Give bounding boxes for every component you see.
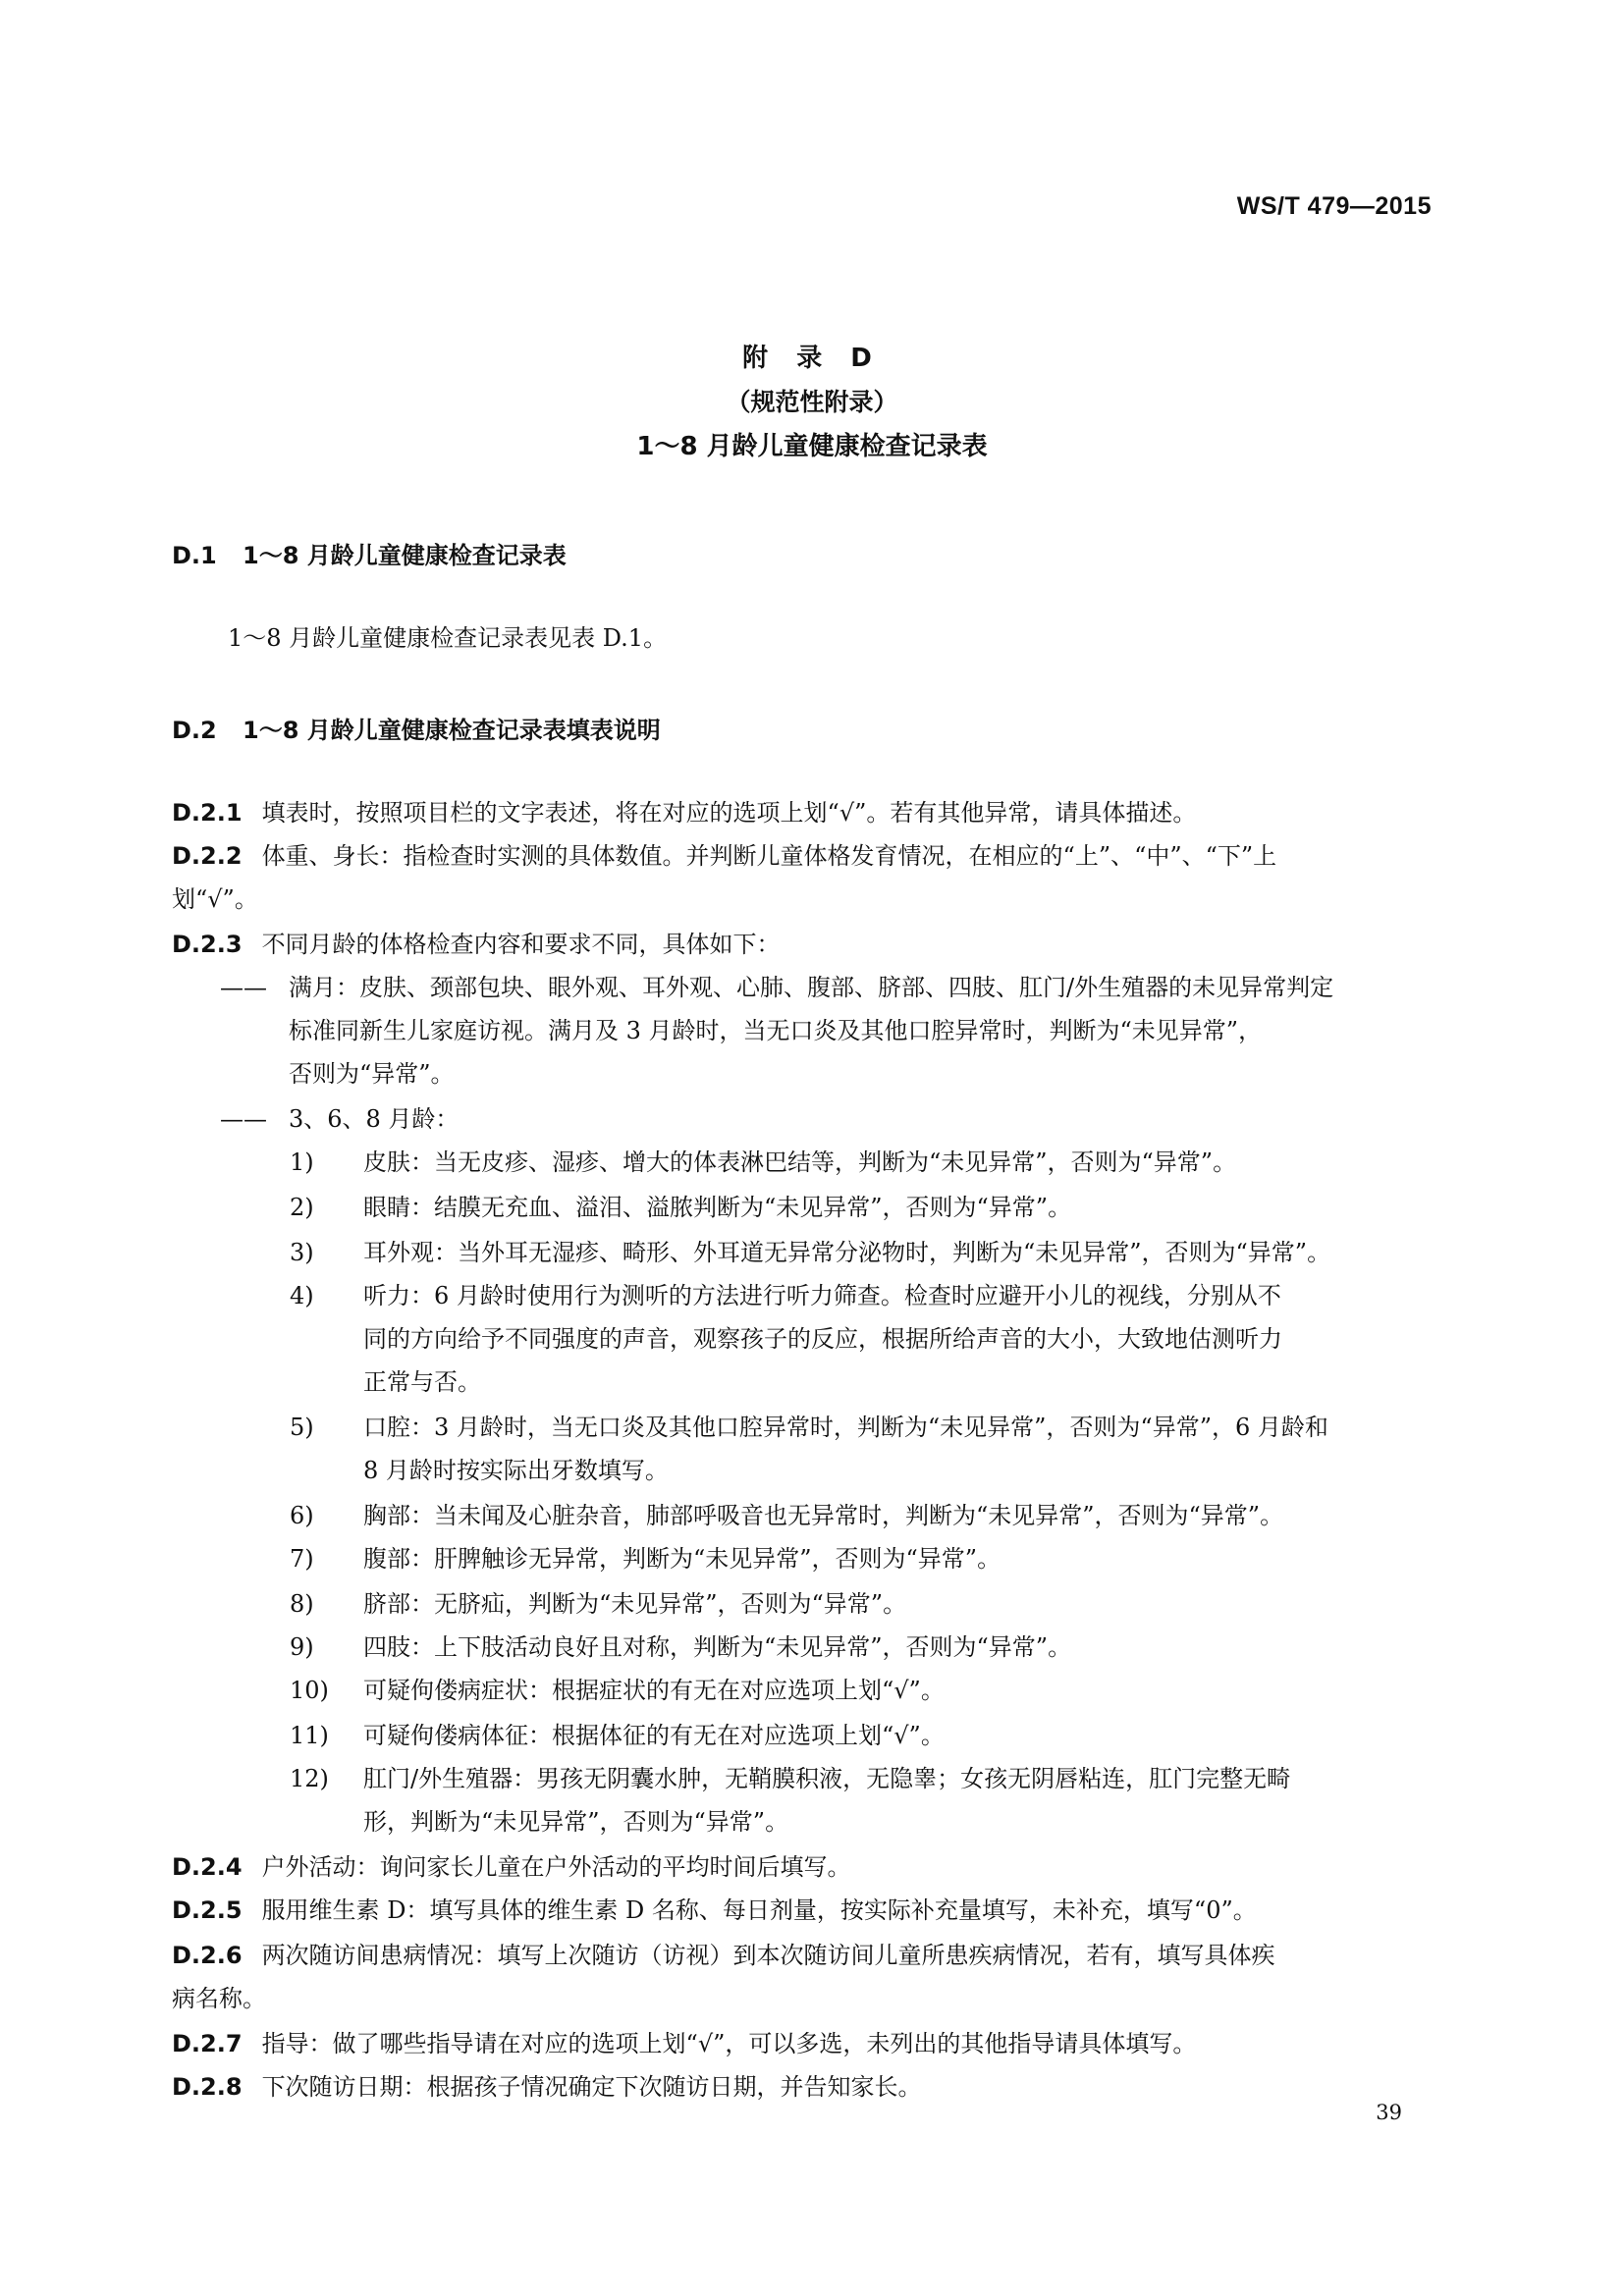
item-number: D.2.2 [172, 842, 243, 870]
sub-item-label: 10) [290, 1677, 329, 1704]
sub-item-text: 眼睛：结膜无充血、溢泪、溢脓判断为“未见异常”，否则为“异常”。 [363, 1194, 1072, 1221]
item-d21 [172, 791, 1448, 834]
sub-item-text: 耳外观：当外耳无湿疹、畸形、外耳道无异常分泌物时，判断为“未见异常”，否则为“异常”。 [363, 1239, 1331, 1266]
sub-item-text: 脐部：无脐疝，判断为“未见异常”，否则为“异常”。 [363, 1590, 907, 1618]
sub-item-text: 四肢：上下肢活动良好且对称，判断为“未见异常”，否则为“异常”。 [363, 1633, 1072, 1661]
sub-item-text: 正常与否。 [363, 1368, 481, 1396]
dash-item-line: 满月：皮肤、颈部包块、眼外观、耳外观、心肺、腹部、脐部、四肢、肛门/外生殖器的未见异常判定 [289, 974, 1334, 1001]
sub-item-label: 2) [290, 1194, 314, 1221]
section-d1-text: 1～8 月龄儿童健康检查记录表见表 D.1。 [228, 624, 668, 652]
item-text: 体重、身长：指检查时实测的具体数值。并判断儿童体格发育情况，在相应的“上”、“中”、“下”上 [261, 842, 1277, 870]
item-text: 服用维生素 D：填写具体的维生素 D 名称、每日剂量，按实际补充量填写，未补充，填写“0”。 [261, 1896, 1257, 1924]
item-d25 [172, 1889, 1448, 1932]
item-d23 [172, 923, 1448, 966]
item-text: 填表时，按照项目栏的文字表述，将在对应的选项上划“√”。若有其他异常，请具体描述。 [261, 799, 1197, 827]
sub-item-text: 皮肤：当无皮疹、湿疹、增大的体表淋巴结等，判断为“未见异常”，否则为“异常”。 [363, 1148, 1237, 1176]
dash-item-line: 否则为“异常”。 [289, 1060, 455, 1088]
sub-item-text: 腹部：肝脾触诊无异常，判断为“未见异常”，否则为“异常”。 [363, 1545, 1001, 1573]
sub-item-text: 8 月龄时按实际出牙数填写。 [363, 1457, 669, 1484]
standard-number: WS/T 479—2015 [1236, 192, 1432, 220]
item-text: 户外活动：询问家长儿童在户外活动的平均时间后填写。 [261, 1853, 851, 1881]
item-d24 [172, 1845, 1448, 1889]
item-number: D.2.8 [172, 2073, 243, 2101]
section-number: D.1 [172, 542, 217, 569]
item-number: D.2.6 [172, 1942, 243, 1969]
section-d2-heading [172, 711, 661, 745]
item-d26 [172, 1934, 1448, 1977]
sub-item-text: 可疑佝偻病体征：根据体征的有无在对应选项上划“√”。 [363, 1722, 945, 1749]
sub-item-label: 7) [290, 1545, 314, 1573]
dash-item-full-month [220, 966, 1447, 1009]
item-number: D.2.1 [172, 799, 243, 827]
sub-item-label: 12) [290, 1765, 329, 1792]
dash-item-line: 3、6、8 月龄： [289, 1105, 460, 1133]
item-number: D.2.7 [172, 2030, 243, 2057]
sub-item-text: 听力：6 月龄时使用行为测听的方法进行听力筛查。检查时应避开小儿的视线，分别从不 [363, 1282, 1281, 1309]
item-text: 下次随访日期：根据孩子情况确定下次随访日期，并告知家长。 [261, 2073, 922, 2101]
item-text: 指导：做了哪些指导请在对应的选项上划“√”，可以多选，未列出的其他指导请具体填写。 [261, 2030, 1197, 2057]
item-d22-continued: 划“√”。 [172, 885, 258, 913]
dash-item-3-6-8-months [220, 1097, 1447, 1141]
sub-item-text: 肛门/外生殖器：男孩无阴囊水肿，无鞘膜积液，无隐睾；女孩无阴唇粘连，肛门完整无畸 [363, 1765, 1291, 1792]
sub-item-label: 9) [290, 1633, 314, 1661]
section-title: 1～8 月龄儿童健康检查记录表填表说明 [243, 717, 661, 744]
item-number: D.2.5 [172, 1896, 243, 1924]
sub-item-label: 3) [290, 1239, 314, 1266]
sub-item-text: 口腔：3 月龄时，当无口炎及其他口腔异常时，判断为“未见异常”，否则为“异常”，6 月龄和 [363, 1414, 1328, 1441]
page-number: 39 [1376, 2101, 1402, 2124]
sub-item-text: 可疑佝偻病症状：根据症状的有无在对应选项上划“√”。 [363, 1677, 945, 1704]
section-number: D.2 [172, 717, 217, 744]
appendix-type: （规范性附录） [726, 388, 898, 416]
item-d22 [172, 834, 1448, 878]
sub-item-text: 胸部：当未闻及心脏杂音，肺部呼吸音也无异常时，判断为“未见异常”，否则为“异常”。 [363, 1502, 1284, 1529]
item-d28 [172, 2065, 1448, 2109]
item-d26-continued: 病名称。 [172, 1985, 266, 2012]
sub-item-label: 8) [290, 1590, 314, 1618]
sub-item-label: 11) [290, 1722, 329, 1749]
sub-item-label: 1) [290, 1148, 314, 1176]
dash-item-line: 标准同新生儿家庭访视。满月及 3 月龄时，当无口炎及其他口腔异常时，判断为“未见异常”， [289, 1017, 1263, 1044]
sub-item-label: 4) [290, 1282, 314, 1309]
item-d27 [172, 2022, 1448, 2065]
section-title: 1～8 月龄儿童健康检查记录表 [243, 542, 567, 569]
section-d1-heading [172, 536, 567, 570]
em-dash: —— [220, 974, 267, 1001]
sub-item-label: 6) [290, 1502, 314, 1529]
item-text: 不同月龄的体格检查内容和要求不同，具体如下： [261, 931, 781, 958]
appendix-title: 1～8 月龄儿童健康检查记录表 [636, 432, 988, 461]
sub-item-label: 5) [290, 1414, 314, 1441]
sub-item-text: 形，判断为“未见异常”，否则为“异常”。 [363, 1808, 789, 1836]
em-dash: —— [220, 1105, 267, 1133]
item-text: 两次随访间患病情况：填写上次随访（访视）到本次随访间儿童所患疾病情况，若有，填写具体疾 [261, 1942, 1275, 1969]
appendix-label: 附 录 D [742, 344, 882, 373]
sub-item-text: 同的方向给予不同强度的声音，观察孩子的反应，根据所给声音的大小，大致地估测听力 [363, 1325, 1282, 1353]
item-number: D.2.3 [172, 931, 243, 958]
item-number: D.2.4 [172, 1853, 243, 1881]
